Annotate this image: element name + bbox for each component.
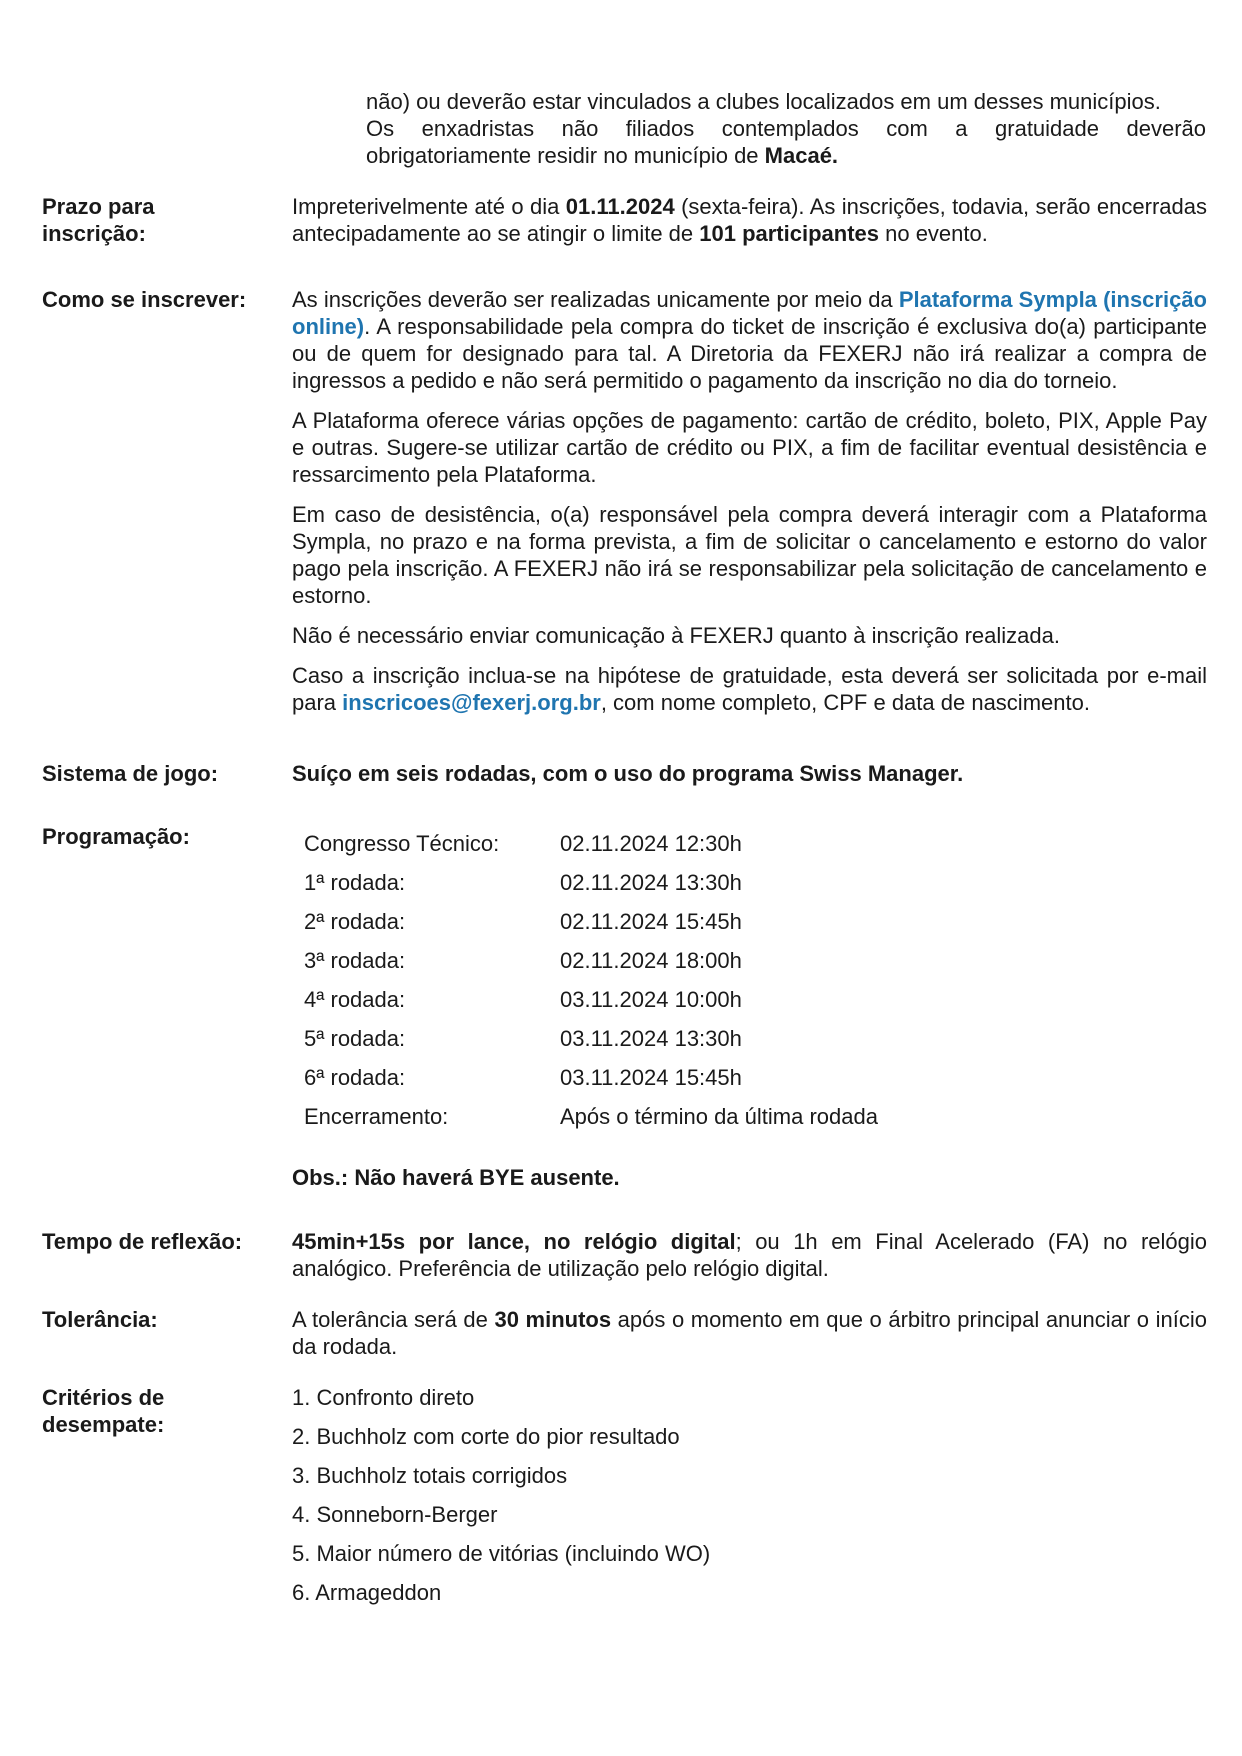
prazo-label-line-2: inscrição: — [42, 221, 146, 246]
prazo-text-2: (sexta-feira). As inscrições, todavia, serão encerradas antecipadamente ao se atingir o limite de — [292, 194, 1207, 246]
schedule-time: 02.11.2024 15:45h — [560, 909, 742, 934]
tolerancia-text-1: A tolerância será de — [292, 1307, 495, 1332]
como-p1-text: As inscrições deverão ser realizadas unicamente por meio da — [292, 287, 899, 312]
time-control: 45min+15s por lance, no relógio digital — [292, 1229, 736, 1254]
schedule-row — [304, 824, 1004, 863]
prazo-paragraph — [292, 193, 1207, 247]
como-paragraph-5 — [292, 662, 1207, 716]
prazo-content — [292, 193, 1207, 247]
programacao-label: Programação: — [42, 824, 190, 849]
sistema-label: Sistema de jogo: — [42, 761, 219, 786]
list-item: 2. Buchholz com corte do pior resultado — [292, 1424, 680, 1449]
continuation-line-2 — [366, 115, 1206, 169]
prazo-date: 01.11.2024 — [565, 194, 675, 219]
como-paragraph-1 — [292, 286, 1207, 394]
criterios-label-line-2: desempate: — [42, 1412, 165, 1437]
schedule-event: 1ª rodada: — [304, 870, 406, 895]
como-paragraph-2: A Plataforma oferece várias opções de pagamento: cartão de crédito, boleto, PIX, Apple Pay e outras. Sugere-se utilizar cartão de crédito ou PIX, a fim de facilitar eventual desistência e ressarcimento pela Plataforma. — [292, 408, 1207, 487]
schedule-time: 02.11.2024 12:30h — [560, 831, 742, 856]
schedule-time: 02.11.2024 13:30h — [560, 870, 742, 895]
list-item: 4. Sonneborn-Berger — [292, 1502, 498, 1527]
schedule-event: Congresso Técnico: — [304, 831, 500, 856]
schedule-event: 2ª rodada: — [304, 909, 406, 934]
schedule-row — [304, 902, 1004, 941]
como-content — [292, 286, 1207, 716]
schedule-table — [304, 824, 1004, 1136]
tiebreak-list — [292, 1378, 1207, 1612]
tolerancia-label: Tolerância: — [42, 1307, 158, 1332]
schedule-event: 5ª rodada: — [304, 1026, 406, 1051]
schedule-time: 03.11.2024 15:45h — [560, 1065, 742, 1090]
list-item: 6. Armageddon — [292, 1580, 442, 1605]
schedule-time: 02.11.2024 18:00h — [560, 948, 742, 973]
schedule-event: Encerramento: — [304, 1104, 449, 1129]
tolerance-value: 30 minutos — [494, 1307, 612, 1332]
tempo-paragraph — [292, 1228, 1207, 1282]
list-item: 5. Maior número de vitórias (incluindo WO) — [292, 1541, 711, 1566]
schedule-time: Após o término da última rodada — [560, 1104, 878, 1129]
municipality-name: Macaé. — [764, 143, 839, 168]
tolerancia-content — [292, 1306, 1207, 1360]
tolerancia-paragraph — [292, 1306, 1207, 1360]
schedule-event: 3ª rodada: — [304, 948, 406, 973]
como-paragraph-4: Não é necessário enviar comunicação à FEXERJ quanto à inscrição realizada. — [292, 623, 1060, 648]
schedule-row — [304, 1019, 1004, 1058]
tempo-text: ; ou 1h em Final Acelerado (FA) no relógio analógico. Preferência de utilização pelo relógio digital. — [292, 1229, 1207, 1281]
como-label: Como se inscrever: — [42, 287, 247, 312]
sistema-value: Suíço em seis rodadas, com o uso do programa Swiss Manager. — [292, 761, 964, 786]
schedule-row — [304, 1058, 1004, 1097]
prazo-label — [42, 193, 272, 247]
criterios-label-line-1: Critérios de — [42, 1385, 165, 1410]
schedule-row — [304, 1097, 1004, 1136]
schedule-row — [304, 941, 1004, 980]
como-p5-rest: , com nome completo, CPF e data de nascimento. — [600, 690, 1090, 715]
tempo-content — [292, 1228, 1207, 1282]
tempo-label: Tempo de reflexão: — [42, 1229, 243, 1254]
schedule-row — [304, 863, 1004, 902]
schedule-event: 6ª rodada: — [304, 1065, 406, 1090]
como-paragraph-3: Em caso de desistência, o(a) responsável pela compra deverá interagir com a Plataforma Sympla, no prazo e na forma prevista, a fim de solicitar o cancelamento e estorno do valor pago pela inscrição. A FEXERJ não irá se responsabilizar pela solicitação de cancelamento e estorno. — [292, 502, 1207, 608]
continuation-line-1: não) ou deverão estar vinculados a clubes localizados em um desses municípios. — [366, 89, 1161, 114]
list-item: 1. Confronto direto — [292, 1385, 475, 1410]
schedule-event: 4ª rodada: — [304, 987, 406, 1012]
prazo-text-3: no evento. — [879, 221, 988, 246]
participant-limit: 101 participantes — [699, 221, 879, 246]
schedule-row — [304, 980, 1004, 1019]
como-p1-rest: . A responsabilidade pela compra do ticket de inscrição é exclusiva do(a) participante ou de quem for designado para tal. A Diretoria da FEXERJ não irá realizar a compra de ingressos a pedido e não será permitido o pagamento da inscrição no dia do torneio. — [292, 314, 1207, 393]
tolerancia-text-2: após o momento em que o árbitro principal anunciar o início da rodada. — [292, 1307, 1207, 1359]
como-p5-text: Caso a inscrição inclua-se na hipótese de gratuidade, esta deverá ser solicitada por e-mail para — [292, 663, 1207, 715]
schedule-time: 03.11.2024 13:30h — [560, 1026, 742, 1051]
list-item: 3. Buchholz totais corrigidos — [292, 1463, 568, 1488]
continuation-text: Os enxadristas não filiados contemplados com a gratuidade deverão obrigatoriamente residir no município de — [366, 116, 1206, 168]
email-link[interactable]: inscricoes@fexerj.org.br — [342, 690, 601, 715]
schedule-time: 03.11.2024 10:00h — [560, 987, 742, 1012]
prazo-label-line-1: Prazo para — [42, 194, 155, 219]
criterios-label — [42, 1384, 272, 1438]
sympla-link[interactable]: Plataforma Sympla (inscrição online) — [292, 287, 1207, 339]
continuation-paragraph — [366, 88, 1206, 169]
prazo-text-1: Impreterivelmente até o dia — [292, 194, 566, 219]
schedule-note: Obs.: Não haverá BYE ausente. — [292, 1165, 620, 1190]
